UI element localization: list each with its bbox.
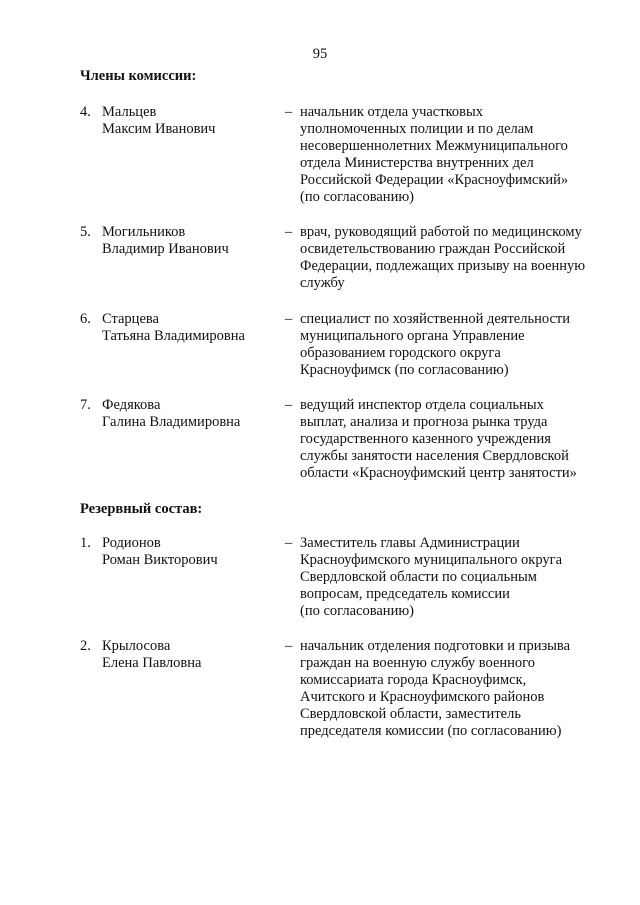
surname: Мальцев <box>102 104 157 120</box>
member-name <box>102 638 292 672</box>
page-number: 95 <box>312 46 328 62</box>
position-line: выплат, анализа и прогноза рынка труда <box>300 414 548 430</box>
position-line: ведущий инспектор отдела социальных <box>300 397 544 413</box>
position-line: образованием городского округа <box>300 345 501 361</box>
entry-number: 5. <box>80 224 91 240</box>
surname: Могильников <box>102 224 186 240</box>
position-line: несовершеннолетних Межмуниципального <box>300 138 568 154</box>
dash-separator: – <box>285 104 293 120</box>
member-name <box>102 311 292 345</box>
entry-number: 1. <box>80 535 91 551</box>
position-line: Заместитель главы Администрации <box>300 535 520 551</box>
surname: Крылосова <box>102 638 171 654</box>
member-name <box>102 224 292 258</box>
dash-separator: – <box>285 224 293 240</box>
given-names: Максим Иванович <box>102 121 216 137</box>
position-line: (по согласованию) <box>300 189 414 205</box>
position-line: Свердловской области по социальным <box>300 569 537 585</box>
position-line: Ачитского и Красноуфимского районов <box>300 689 545 705</box>
position-line: области «Красноуфимский центр занятости» <box>300 465 577 481</box>
position-line: Свердловской области, заместитель <box>300 706 521 722</box>
entry-number: 2. <box>80 638 91 654</box>
position-line: граждан на военную службу военного <box>300 655 535 671</box>
member-position <box>300 397 620 482</box>
given-names: Владимир Иванович <box>102 241 229 257</box>
member-name <box>102 397 292 431</box>
position-line: врач, руководящий работой по медицинскому <box>300 224 582 240</box>
dash-separator: – <box>285 638 293 654</box>
position-line: освидетельствованию граждан Российской <box>300 241 566 257</box>
position-line: (по согласованию) <box>300 603 414 619</box>
given-names: Татьяна Владимировна <box>102 328 245 344</box>
member-position <box>300 104 620 206</box>
position-line: специалист по хозяйственной деятельности <box>300 311 570 327</box>
position-line: председателя комиссии (по согласованию) <box>300 723 562 739</box>
position-line: начальник отдела участковых <box>300 104 483 120</box>
member-name <box>102 104 292 138</box>
entry-number: 6. <box>80 311 91 327</box>
entry-number: 7. <box>80 397 91 413</box>
given-names: Галина Владимировна <box>102 414 241 430</box>
surname: Старцева <box>102 311 159 327</box>
position-line: муниципального органа Управление <box>300 328 525 344</box>
position-line: Федерации, подлежащих призыву на военную <box>300 258 586 274</box>
dash-separator: – <box>285 535 293 551</box>
member-name <box>102 535 292 569</box>
entry-number: 4. <box>80 104 91 120</box>
given-names: Роман Викторович <box>102 552 218 568</box>
position-line: начальник отделения подготовки и призыва <box>300 638 571 654</box>
position-line: Российской Федерации «Красноуфимский» <box>300 172 569 188</box>
member-position <box>300 224 620 292</box>
position-line: комиссариата города Красноуфимск, <box>300 672 527 688</box>
member-position <box>300 638 620 740</box>
member-position <box>300 535 620 620</box>
position-line: уполномоченных полиции и по делам <box>300 121 534 137</box>
position-line: службы занятости населения Свердловской <box>300 448 569 464</box>
position-line: государственного казенного учреждения <box>300 431 551 447</box>
section-heading-members: Члены комиссии: <box>80 68 197 84</box>
surname: Родионов <box>102 535 161 551</box>
position-line: Красноуфимского муниципального округа <box>300 552 563 568</box>
given-names: Елена Павловна <box>102 655 202 671</box>
position-line: вопросам, председатель комиссии <box>300 586 510 602</box>
position-line: службу <box>300 275 345 291</box>
member-position <box>300 311 620 379</box>
dash-separator: – <box>285 397 293 413</box>
position-line: Красноуфимск (по согласованию) <box>300 362 509 378</box>
position-line: отдела Министерства внутренних дел <box>300 155 534 171</box>
surname: Федякова <box>102 397 161 413</box>
section-heading-reserve: Резервный состав: <box>80 501 203 517</box>
dash-separator: – <box>285 311 293 327</box>
